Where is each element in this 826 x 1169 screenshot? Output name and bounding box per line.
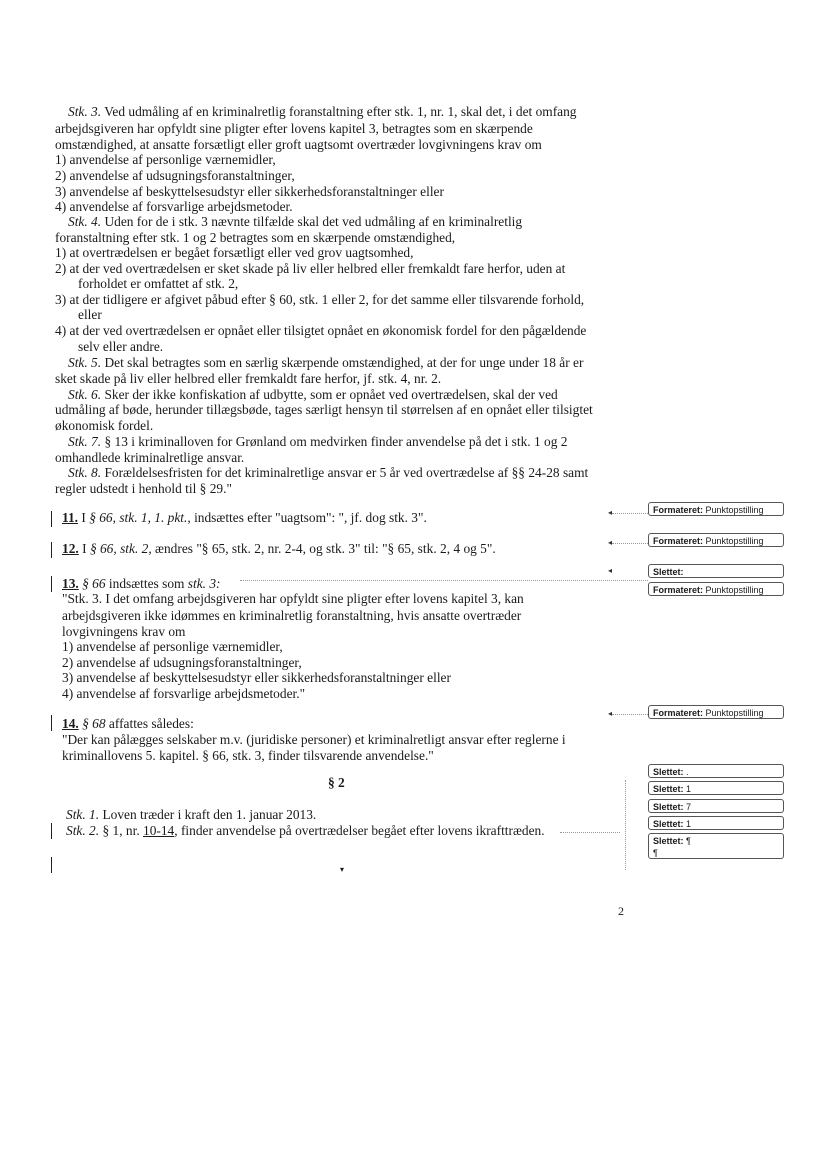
body-line: eller: [78, 307, 102, 322]
amendment-line: arbejdsgiveren ikke idømmes en kriminalretlig foranstaltning, hvis ansatte overtræder: [62, 608, 522, 623]
stk-prefix: Stk. 8.: [68, 465, 102, 480]
body-line: Stk. 8. Forældelsesfristen for det kriminalretlige ansvar er 5 år ved overtrædelse af §§ 24-28 samt: [68, 465, 589, 480]
body-line: 1) anvendelse af personlige værnemidler,: [55, 152, 276, 167]
section2-stk2: [66, 823, 545, 839]
body-line: regler udstedt i henhold til § 29.": [55, 481, 232, 496]
comment-balloon[interactable]: [648, 799, 784, 813]
body-line: sket skade på liv eller helbred eller fremkaldt fare herfor, jf. stk. 4, nr. 2.: [55, 371, 442, 386]
body-line: Stk. 7. § 13 i kriminalloven for Grønland om medvirken finder anvendelse på det i stk. 1 og 2: [68, 434, 568, 449]
comment-balloon[interactable]: [648, 705, 784, 719]
amendment-line: "Der kan pålægges selskaber m.v. (juridiske personer) et kriminalretligt ansvar efter reglerne i: [62, 732, 566, 747]
comment-label: Slettet:: [653, 819, 684, 829]
page-number: 2: [618, 904, 624, 918]
change-bar: [51, 542, 52, 558]
arrow-left-icon: ◂: [608, 538, 613, 547]
cursor-mark-icon: ▾: [340, 865, 345, 874]
amendment-pre: I: [82, 541, 87, 556]
section2-stk1: [66, 807, 316, 823]
amendment-line: "Stk. 3. I det omfang arbejdsgiveren har opfyldt sine pligter efter lovens kapitel 3, kan: [62, 591, 524, 606]
amendment-text: , indsættes efter "uagtsom": ", jf. dog stk. 3".: [187, 510, 427, 525]
comment-leader: [612, 513, 648, 514]
comment-text: ¶: [653, 848, 658, 858]
stk-prefix: Stk. 6.: [68, 387, 102, 402]
body-line: økonomisk fordel.: [55, 418, 154, 433]
change-bar: [51, 715, 52, 731]
comment-text: ¶: [686, 836, 691, 846]
comment-label: Formateret:: [653, 708, 704, 718]
body-line: 2) at der ved overtrædelsen er sket skade på liv eller helbred eller fremkaldt fare herfor, uden at: [55, 261, 566, 276]
body-line: 4) anvendelse af forsvarlige arbejdsmetoder.: [55, 199, 293, 214]
section2-text: Loven træder i kraft den 1. januar 2013.: [102, 807, 317, 822]
change-bar: [51, 576, 52, 592]
amendment-line: 4) anvendelse af forsvarlige arbejdsmetoder.": [62, 686, 306, 701]
stk-prefix: Stk. 4.: [68, 214, 102, 229]
tracked-change: 10-14: [143, 823, 175, 838]
body-line: Stk. 6. Sker der ikke konfiskation af udbytte, som er opnået ved overtrædelsen, skal der ved: [68, 387, 558, 402]
body-line: 2) anvendelse af udsugningsforanstaltninger,: [55, 168, 295, 183]
comment-leader: [625, 780, 626, 870]
amendment-number: 13.: [62, 576, 79, 591]
comment-text: Punktopstilling: [705, 505, 764, 515]
stk-prefix: Stk. 5.: [68, 355, 102, 370]
comment-text: Punktopstilling: [705, 536, 764, 546]
body-line: foranstaltning efter stk. 1 og 2 betragtes som en skærpende omstændighed,: [55, 230, 456, 245]
amendment-line: lovgivningens krav om: [62, 624, 186, 639]
comment-label: Slettet:: [653, 567, 684, 577]
arrow-left-icon: ◂: [608, 566, 613, 575]
body-line: Stk. 3. Ved udmåling af en kriminalretlig foranstaltning efter stk. 1, nr. 1, skal det, i det omfang: [68, 104, 577, 119]
comment-label: Formateret:: [653, 536, 704, 546]
section2-text: § 1, nr.: [102, 823, 144, 838]
body-line: omstændighed, at ansatte forsætligt eller groft uagtsomt overtræder lovgivningens krav om: [55, 137, 542, 152]
amendment-text: affattes således:: [108, 716, 194, 731]
comment-label: Slettet:: [653, 802, 684, 812]
section-heading: § 2: [328, 775, 345, 790]
comment-label: Slettet:: [653, 767, 684, 777]
body-line: omhandlede kriminalretlige ansvar.: [55, 450, 245, 465]
section2-text: , finder anvendelse på overtrædelser begået efter lovens ikrafttræden.: [174, 823, 545, 838]
comment-balloon[interactable]: [648, 582, 784, 596]
comment-text: 1: [686, 784, 692, 794]
amendment-line: 2) anvendelse af udsugningsforanstaltninger,: [62, 655, 302, 670]
amendment-pre: I: [81, 510, 86, 525]
body-line: 1) at overtrædelsen er begået forsætligt eller ved grov uagtsomhed,: [55, 245, 414, 260]
stk-prefix: Stk. 3.: [68, 104, 102, 119]
amendment-text: indsættes som: [108, 576, 185, 591]
arrow-left-icon: ◂: [608, 709, 613, 718]
amendment-ref: § 66, stk. 1, 1. pkt.: [89, 510, 188, 525]
comment-leader: [612, 543, 648, 544]
amendment-11: [62, 510, 427, 526]
change-bar: [51, 511, 52, 527]
body-line: forholdet er omfattet af stk. 2,: [78, 276, 239, 291]
body-line: Stk. 4. Uden for de i stk. 3 nævnte tilfælde skal det ved udmåling af en kriminalretlig: [68, 214, 523, 229]
comment-text: Punktopstilling: [705, 585, 764, 595]
comment-balloon[interactable]: [648, 781, 784, 795]
comment-text: .: [686, 767, 689, 777]
comment-text: Punktopstilling: [705, 708, 764, 718]
comment-text: 7: [686, 802, 692, 812]
comment-label: Slettet:: [653, 836, 684, 846]
body-line: selv eller andre.: [78, 339, 164, 354]
amendment-ref: § 68: [82, 716, 106, 731]
amendment-14: [62, 716, 194, 732]
comment-leader: [240, 580, 648, 581]
comment-balloon[interactable]: [648, 816, 784, 830]
stk-prefix: Stk. 7.: [68, 434, 102, 449]
amendment-12: [62, 541, 496, 557]
comment-balloon[interactable]: [648, 564, 784, 578]
amendment-line: 3) anvendelse af beskyttelsesudstyr eller sikkerhedsforanstaltninger eller: [62, 670, 451, 685]
amendment-ref: § 66: [82, 576, 106, 591]
body-line: arbejdsgiveren har opfyldt sine pligter efter lovens kapitel 3, betragtes som en skærpende: [55, 121, 533, 136]
comment-balloon[interactable]: [648, 533, 784, 547]
body-line: 3) anvendelse af beskyttelsesudstyr eller sikkerhedsforanstaltninger eller: [55, 184, 444, 199]
amendment-number: 11.: [62, 510, 78, 525]
comment-text: 1: [686, 819, 692, 829]
stk-prefix: Stk. 2.: [66, 823, 100, 838]
body-line: 4) at der ved overtrædelsen er opnået eller tilsigtet opnået en økonomisk fordel for den pågældende: [55, 323, 587, 338]
change-bar: [51, 857, 52, 873]
comment-balloon[interactable]: [648, 764, 784, 778]
comment-label: Formateret:: [653, 505, 704, 515]
amendment-13: [62, 576, 221, 592]
body-line: 3) at der tidligere er afgivet påbud efter § 60, stk. 1 eller 2, for det samme eller tilsvarende forhold,: [55, 292, 585, 307]
amendment-line: 1) anvendelse af personlige værnemidler,: [62, 639, 283, 654]
body-line: Stk. 5. Det skal betragtes som en særlig skærpende omstændighed, at der for unge under 18 år er: [68, 355, 584, 370]
amendment-number: 14.: [62, 716, 79, 731]
body-line: udmåling af bøde, herunder tillægsbøde, tages særligt hensyn til størrelsen af en opnået eller tilsigtet: [55, 402, 593, 417]
amendment-ref: stk. 3:: [187, 576, 221, 591]
amendment-number: 12.: [62, 541, 79, 556]
amendment-ref: § 66, stk. 2,: [89, 541, 152, 556]
arrow-left-icon: ◂: [608, 508, 613, 517]
amendment-line: kriminallovens 5. kapitel. § 66, stk. 3, finder tilsvarende anvendelse.": [62, 748, 434, 763]
change-bar: [51, 823, 52, 839]
stk-prefix: Stk. 1.: [66, 807, 100, 822]
comment-leader: [612, 714, 648, 715]
comment-balloon[interactable]: [648, 833, 784, 859]
comment-balloon[interactable]: [648, 502, 784, 516]
amendment-text: ændres "§ 65, stk. 2, nr. 2-4, og stk. 3" til: "§ 65, stk. 2, 4 og 5".: [155, 541, 496, 556]
comment-label: Formateret:: [653, 585, 704, 595]
comment-label: Slettet:: [653, 784, 684, 794]
comment-leader: [560, 832, 620, 833]
